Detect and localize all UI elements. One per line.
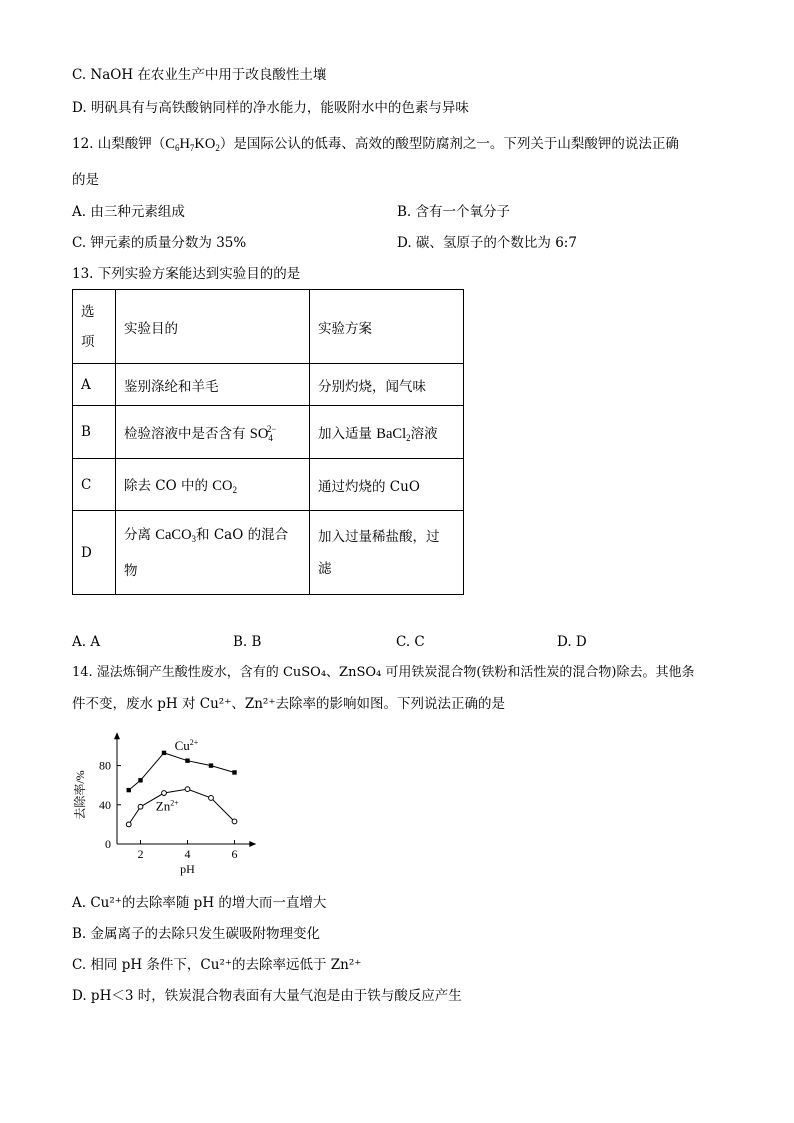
table-header-row	[73, 290, 464, 364]
q14-option-d: D. pH＜3 时，铁炭混合物表面有大量气泡是由于铁与酸反应产生	[72, 988, 462, 1004]
y-axis-arrow	[114, 732, 120, 739]
q12-option-b: B. 含有一个氧分子	[397, 204, 511, 220]
q12-option-c: C. 钾元素的质量分数为 35%	[72, 235, 247, 251]
zn-data-point	[209, 796, 214, 801]
zn-data-point	[126, 822, 131, 827]
table-row	[73, 459, 464, 511]
q14-option-c: C. 相同 pH 条件下，Cu²⁺的去除率远低于 Zn²⁺	[72, 957, 362, 973]
row-d-purpose: 分离 CaCO$_3$和 CaO 的混合 物	[116, 511, 310, 595]
q14-option-b: B. 金属离子的去除只发生碳吸附物理变化	[72, 926, 321, 942]
row-d-option: D	[73, 511, 116, 595]
q13-answer-c: C. C	[396, 634, 425, 650]
cu-data-point	[232, 770, 236, 774]
row-b-plan: 加入适量 BaCl$_2$溶液	[310, 406, 464, 459]
y-tick-label: 0	[105, 837, 111, 851]
q13-answer-b: B. B	[233, 634, 262, 650]
q12-stem-end: 的是	[72, 172, 99, 188]
row-c-purpose: 除去 CO 中的 $CO_2$	[116, 459, 310, 511]
row-a-plan: 分别灼烧，闻气味	[310, 364, 464, 406]
cu-series-label: $Cu^{2+}$	[174, 737, 199, 753]
header-plan: 实验方案	[310, 290, 464, 364]
row-d-plan: 加入过量稀盐酸，过 滤	[310, 511, 464, 595]
row-a-purpose: 鉴别涤纶和羊毛	[116, 364, 310, 406]
calcium-carbonate-formula: CaCO$_3$	[155, 526, 197, 544]
cu-data-point	[209, 763, 213, 767]
row-b-purpose: 检验溶液中是否含有 $SO_4^{2-}$	[116, 406, 310, 459]
row-a-option: A	[73, 364, 116, 406]
x-tick-label: 4	[184, 847, 191, 861]
q12-stem	[72, 134, 679, 158]
header-option: 选 项	[73, 290, 116, 364]
q12-stem-rest: ）是国际公认的低毒、高效的酸型防腐剂之一。下列关于山梨酸钾的说法正确	[219, 136, 679, 152]
q11-option-d: D. 明矾具有与高铁酸钠同样的净水能力，能吸附水中的色素与异味	[72, 100, 469, 116]
experiment-table	[72, 289, 464, 595]
x-axis-arrow	[249, 841, 256, 847]
series-line-zn	[129, 789, 235, 824]
q13-answer-d: D. D	[557, 634, 587, 650]
header-purpose: 实验目的	[116, 290, 310, 364]
q12-option-d: D. 碳、氢原子的个数比为 6:7	[397, 235, 577, 251]
cu-data-point	[162, 751, 166, 755]
x-tick-label: 6	[231, 847, 238, 861]
row-b-option: B	[73, 406, 116, 459]
y-axis-label: 去除率/%	[73, 770, 87, 820]
sulfate-ion-formula: $SO_4^{2-}$	[249, 423, 277, 443]
q12-stem-start: 12. 山梨酸钾（	[72, 136, 166, 152]
table-row	[73, 364, 464, 406]
row-c-option: C	[73, 459, 116, 511]
q13-stem: 13. 下列实验方案能达到实验目的的是	[72, 266, 301, 282]
y-tick-label: 80	[99, 758, 111, 773]
y-tick-label: 40	[99, 797, 111, 812]
barium-chloride-formula: BaCl$_2$	[376, 425, 411, 443]
x-tick-label: 2	[137, 847, 144, 861]
series-line-cu	[129, 753, 235, 790]
table-row	[73, 511, 464, 595]
table-row	[73, 406, 464, 459]
q14-stem-line-1: 14. 湿法炼铜产生酸性废水，含有的 CuSO₄、ZnSO₄ 可用铁炭混合物(铁粉和活性炭的混合物)除去。其他条	[72, 665, 695, 680]
zn-data-point	[162, 791, 167, 796]
cu-data-point	[127, 788, 131, 792]
q14-option-a: A. Cu²⁺的去除率随 pH 的增大而一直增大	[72, 895, 327, 911]
zn-data-point	[185, 787, 190, 792]
potassium-sorbate-formula: $C_6H_7KO_2$	[165, 136, 220, 153]
q13-answer-a: A. A	[72, 634, 101, 650]
carbon-dioxide-formula: $CO_2$	[212, 478, 237, 495]
x-axis-label: pH	[180, 862, 195, 876]
zn-data-point	[138, 804, 143, 809]
zn-data-point	[232, 819, 237, 824]
q11-option-c: C. NaOH 在农业生产中用于改良酸性土壤	[72, 67, 327, 83]
q12-option-a: A. 由三种元素组成	[72, 204, 185, 220]
cu-data-point	[185, 759, 189, 763]
row-c-plan: 通过灼烧的 CuO	[310, 459, 464, 511]
q14-stem-line-2: 件不变，废水 pH 对 Cu²⁺、Zn²⁺去除率的影响如图。下列说法正确的是	[72, 696, 505, 712]
zn-series-label: $Zn^{2+}$	[155, 798, 179, 814]
removal-rate-chart	[70, 726, 270, 878]
cu-data-point	[138, 778, 142, 782]
